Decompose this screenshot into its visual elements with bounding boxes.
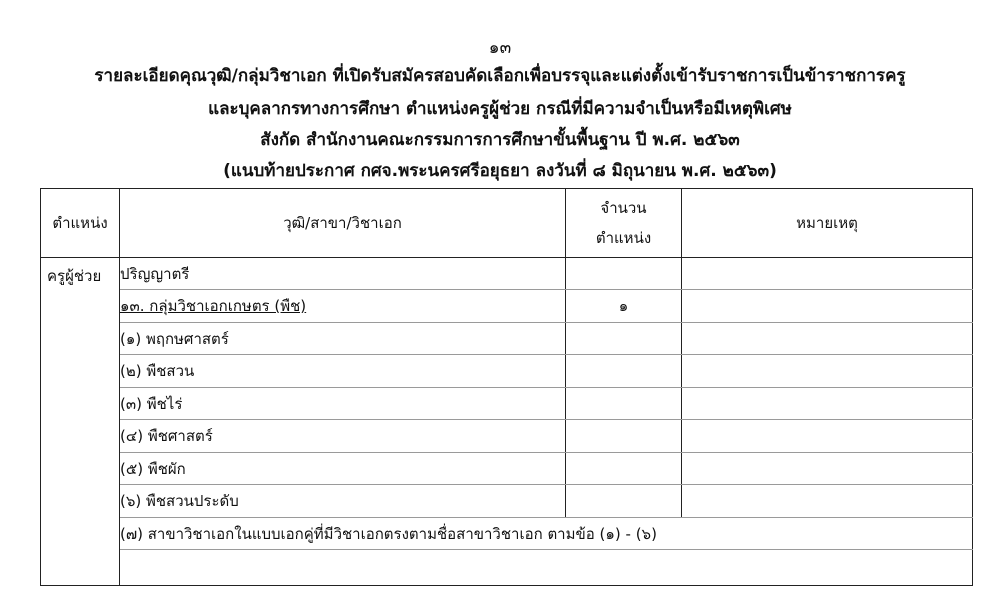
- group-count-cell: ๑: [566, 290, 682, 322]
- header-position: ตำแหน่ง: [41, 189, 120, 258]
- major-item: (๒) พืชสวน: [120, 355, 566, 387]
- document-title-line-2: และบุคลากรทางการศึกษา ตำแหน่งครูผู้ช่วย กรณีที่มีความจำเป็นหรือมีเหตุพิเศษ: [208, 99, 792, 119]
- table-row: [41, 258, 973, 290]
- subject-group-cell: ๑๓. กลุ่มวิชาเอกเกษตร (พืช): [120, 290, 566, 322]
- count-cell: [566, 452, 682, 484]
- remark-cell: [682, 485, 973, 517]
- count-cell: [566, 322, 682, 354]
- qualification-table: [40, 188, 973, 586]
- remark-cell: [682, 387, 973, 419]
- remark-cell: [682, 258, 973, 290]
- major-item: (๕) พืชผัก: [120, 452, 566, 484]
- page-number: ๑๓: [488, 38, 512, 58]
- count-cell: [566, 355, 682, 387]
- remark-cell: [682, 420, 973, 452]
- count-cell: [566, 420, 682, 452]
- degree-cell: ปริญญาตรี: [120, 258, 566, 290]
- empty-row-cell: [120, 550, 973, 586]
- count-cell: [566, 387, 682, 419]
- table-row: [41, 517, 973, 549]
- major-item: (๔) พืชศาสตร์: [120, 420, 566, 452]
- document-title-line-3: สังกัด สำนักงานคณะกรรมการการศึกษาขั้นพื้นฐาน ปี พ.ศ. ๒๕๖๓: [260, 130, 740, 150]
- header-remark: หมายเหตุ: [682, 189, 973, 258]
- header-qualification: วุฒิ/สาขา/วิชาเอก: [120, 189, 566, 258]
- table-row: [41, 387, 973, 419]
- position-cell: ครูผู้ช่วย: [41, 258, 120, 586]
- table-row: [41, 322, 973, 354]
- major-item: (๓) พืชไร่: [120, 387, 566, 419]
- remark-cell: [682, 452, 973, 484]
- count-cell: [566, 258, 682, 290]
- header-count-line-1: จำนวน: [600, 199, 647, 217]
- count-cell: [566, 485, 682, 517]
- table-row: [41, 420, 973, 452]
- remark-cell: [682, 290, 973, 322]
- major-item: (๑) พฤกษศาสตร์: [120, 322, 566, 354]
- table-row: [41, 550, 973, 586]
- remark-cell: [682, 322, 973, 354]
- document-title-line-4: (แนบท้ายประกาศ กศจ.พระนครศรีอยุธยา ลงวันที่ ๘ มิถุนายน พ.ศ. ๒๕๖๓): [223, 161, 777, 181]
- header-count: [566, 189, 682, 258]
- table-row: [41, 355, 973, 387]
- table-row: [41, 452, 973, 484]
- table-row: [41, 485, 973, 517]
- table-header-row: [41, 189, 973, 258]
- major-item: (๗) สาขาวิชาเอกในแบบเอกคู่ที่มีวิชาเอกตรงตามชื่อสาขาวิชาเอก ตามข้อ (๑) - (๖): [120, 517, 973, 549]
- remark-cell: [682, 355, 973, 387]
- table-row: [41, 290, 973, 322]
- header-count-line-2: ตำแหน่ง: [595, 229, 652, 247]
- document-title-line-1: รายละเอียดคุณวุฒิ/กลุ่มวิชาเอก ที่เปิดรับสมัครสอบคัดเลือกเพื่อบรรจุและแต่งตั้งเข้ารับราชการเป็นข้าราชการครู: [94, 66, 906, 86]
- major-item: (๖) พืชสวนประดับ: [120, 485, 566, 517]
